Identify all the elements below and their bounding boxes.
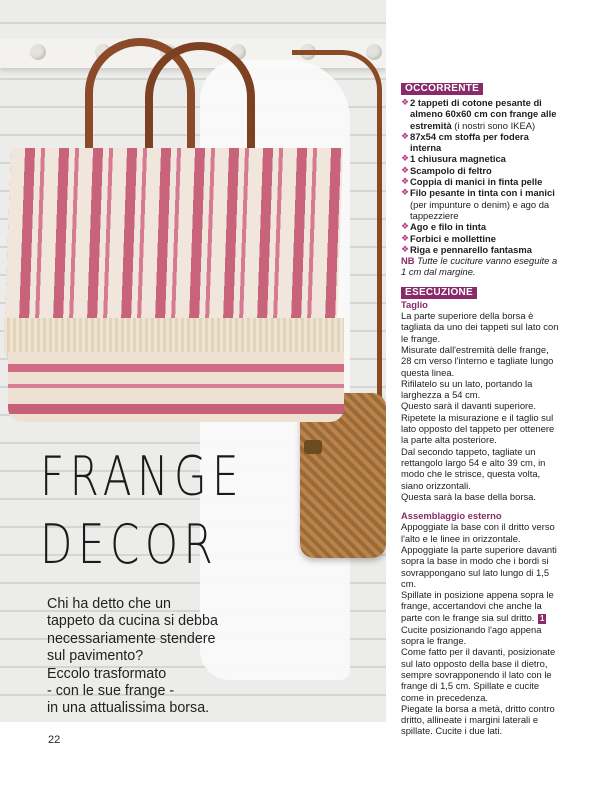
body-paragraph: La parte superiore della borsa è tagliata da uno dei tappeti sul lato con le frange. bbox=[401, 310, 559, 344]
bullet-icon: ❖ bbox=[401, 232, 410, 243]
step-badge: 1 bbox=[540, 613, 545, 623]
title-line-1: FRANGE bbox=[40, 445, 245, 508]
intro-line: necessariamente stendere bbox=[47, 630, 216, 647]
body-paragraph: Misurate dall'estremità delle frange, 28 cm verso l'interno e tagliate lungo questa linea. bbox=[401, 343, 554, 378]
bullet-icon: ❖ bbox=[401, 97, 410, 107]
intro-line: Eccolo trasformato bbox=[47, 665, 167, 682]
intro-line: sul pavimento? bbox=[47, 648, 144, 665]
list-item: ❖ Ago e filo in tinta bbox=[401, 221, 487, 233]
list-item: ❖ Coppia di manici in finta pelle bbox=[401, 176, 543, 188]
intro-line: tappeto da cucina si debba bbox=[47, 613, 218, 630]
bullet-icon: ❖ bbox=[401, 130, 410, 141]
peg bbox=[366, 44, 382, 60]
execution-header: ESECUZIONE bbox=[401, 287, 477, 299]
bag-striped-upper bbox=[5, 148, 343, 324]
list-item: ❖ Forbici e mollettine bbox=[401, 232, 496, 244]
bag-striped-base bbox=[8, 352, 344, 422]
intro-line: Chi ha detto che un bbox=[47, 596, 171, 612]
bullet-icon: ❖ bbox=[401, 221, 410, 232]
list-item: ❖ 1 chiusura magnetica bbox=[401, 153, 506, 165]
body-paragraph: Come fatto per il davanti, posizionate sul lato opposto della base il dietro, sempre sovrapponendo il lato con le frange di 1,5 cm. Spillate e cucite come in precedenza. bbox=[401, 646, 556, 703]
peg bbox=[30, 44, 46, 60]
cut-subtitle: Taglio bbox=[401, 298, 428, 310]
list-item: ❖ Filo pesante in tinta con i manici (per impunture o denim) e ago da tappezziere bbox=[401, 187, 555, 221]
list-item: ❖ Riga e pennarello fantasma bbox=[401, 243, 532, 255]
body-paragraph: Questa sarà la base della borsa. bbox=[401, 490, 536, 502]
materials-header: OCCORRENTE bbox=[401, 83, 483, 95]
body-paragraph: Spillate in posizione appena sopra le frange, accertandovi che anche la parte con le frange sia sul dritto. 1 bbox=[401, 589, 554, 623]
bullet-icon: ❖ bbox=[401, 164, 410, 175]
list-item: ❖ 87x54 cm stoffa per fodera interna bbox=[401, 130, 529, 154]
list-item: ❖ 2 tappeti di cotone pesante di almeno 60x60 cm con frange alle estremità (i nostri sono IKEA) bbox=[401, 97, 557, 131]
instructions-column bbox=[401, 82, 561, 737]
body-paragraph: Rifilatelo su un lato, portando la larghezza a 54 cm. bbox=[401, 377, 533, 401]
bullet-icon: ❖ bbox=[401, 243, 410, 254]
intro-line: - con le sue frange - bbox=[47, 683, 175, 700]
intro-line: in una attualissima borsa. bbox=[47, 700, 210, 717]
note-label: NB bbox=[401, 255, 415, 267]
body-paragraph: Dal secondo tappeto, tagliate un rettangolo largo 54 e alto 39 cm, in modo che le strisce, questa volta, siano orizzontali. bbox=[401, 445, 546, 491]
seam-note: NB Tutte le cuciture vanno eseguite a 1 cm dal margine. bbox=[401, 255, 558, 278]
body-paragraph: Appoggiate la base con il dritto verso l'alto e le linee in orizzontale. bbox=[401, 521, 555, 544]
assembly-subtitle: Assemblaggio esterno bbox=[401, 510, 502, 522]
bullet-icon: ❖ bbox=[401, 187, 410, 198]
body-paragraph: Cucite posizionando l'ago appena sopra le frange. bbox=[401, 623, 542, 647]
body-paragraph: Piegate la borsa a metà, dritto contro dritto, allineate i margini laterali e spillate. Cucite i due lati. bbox=[401, 702, 555, 737]
basket-clasp bbox=[304, 440, 322, 454]
body-paragraph: Ripetete la misurazione e il taglio sul lato opposto del tappeto per ottenere la parte alta posteriore. bbox=[401, 411, 555, 446]
page-number: 22 bbox=[48, 734, 61, 746]
list-item: ❖ Scampolo di feltro bbox=[401, 164, 492, 176]
body-paragraph: Appoggiate la parte superiore davanti sopra la base in modo che i bordi si sovrappongano sul lato lungo di 1,5 cm. bbox=[401, 543, 557, 589]
intro-text bbox=[47, 596, 267, 718]
materials-list bbox=[401, 97, 561, 255]
body-paragraph: Questo sarà il davanti superiore. bbox=[401, 400, 536, 412]
bullet-icon: ❖ bbox=[401, 176, 410, 187]
title-line-2: DECOR bbox=[40, 513, 219, 576]
bullet-icon: ❖ bbox=[401, 153, 410, 164]
